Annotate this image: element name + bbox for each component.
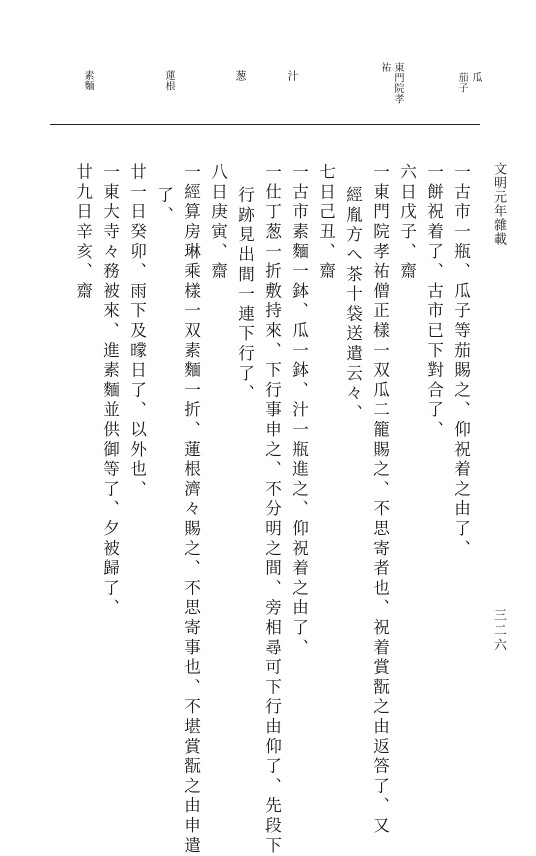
text-line: 行跡見出間一連下行了、 (235, 186, 255, 404)
margin-note-tomonin: 東門院孝 (392, 62, 403, 104)
text-line: 了、 (154, 186, 174, 226)
margin-note-melon: 瓜 (470, 72, 481, 83)
date-line: 八日庚寅、齋 (208, 163, 228, 282)
margin-note-noodles: 素麵 (82, 70, 93, 91)
running-head: 文明元年雜載 (491, 162, 506, 246)
page-number: 三二六 (491, 608, 506, 653)
text-line: 一東門院孝祐僧正樣一双瓜二籠賜之、不思寄者也、祝着賞翫之由返答了、又 (370, 163, 390, 837)
header-rule (50, 124, 480, 125)
margin-note-soup: 汁 (286, 70, 299, 82)
text-line: 一仕丁葱一折敷持來、下行事申之、不分明之間、旁相尋可下行由仰了、先段下 (262, 163, 282, 856)
date-line: 六日戊子、齋 (397, 163, 417, 282)
margin-note-yu: 祐 (379, 62, 390, 73)
text-line: 一古市素麵一鉢、瓜一鉢、汁一瓶進之、仰祝着之由了、 (289, 163, 309, 658)
text-line: 一古市一瓶、瓜子等茄賜之、仰祝着之由了、 (451, 163, 471, 559)
margin-note-onion: 葱 (234, 70, 247, 82)
margin-note-eggplant: 茄子 (456, 72, 467, 93)
text-line: 一經算房琳乘樣一双素麵一折、蓮根濟々賜之、不思寄事也、不堪賞翫之由申遣 (181, 163, 201, 856)
text-line: 一餅祝着了、古市已下對合了、 (424, 163, 444, 441)
margin-note-lotus-root: 蓮根 (163, 70, 174, 91)
date-line: 廿一日癸卯、雨下及𣋡日了、以外也、 (127, 163, 147, 500)
text-line: 一東大寺々務被來、進素麵並供御等了、夕被歸了、 (100, 163, 120, 619)
date-line: 廿九日辛亥、齋 (73, 163, 93, 302)
date-line: 七日己丑、齋 (316, 163, 336, 282)
text-line: 經胤方へ茶十袋送遣云々、 (343, 186, 363, 424)
